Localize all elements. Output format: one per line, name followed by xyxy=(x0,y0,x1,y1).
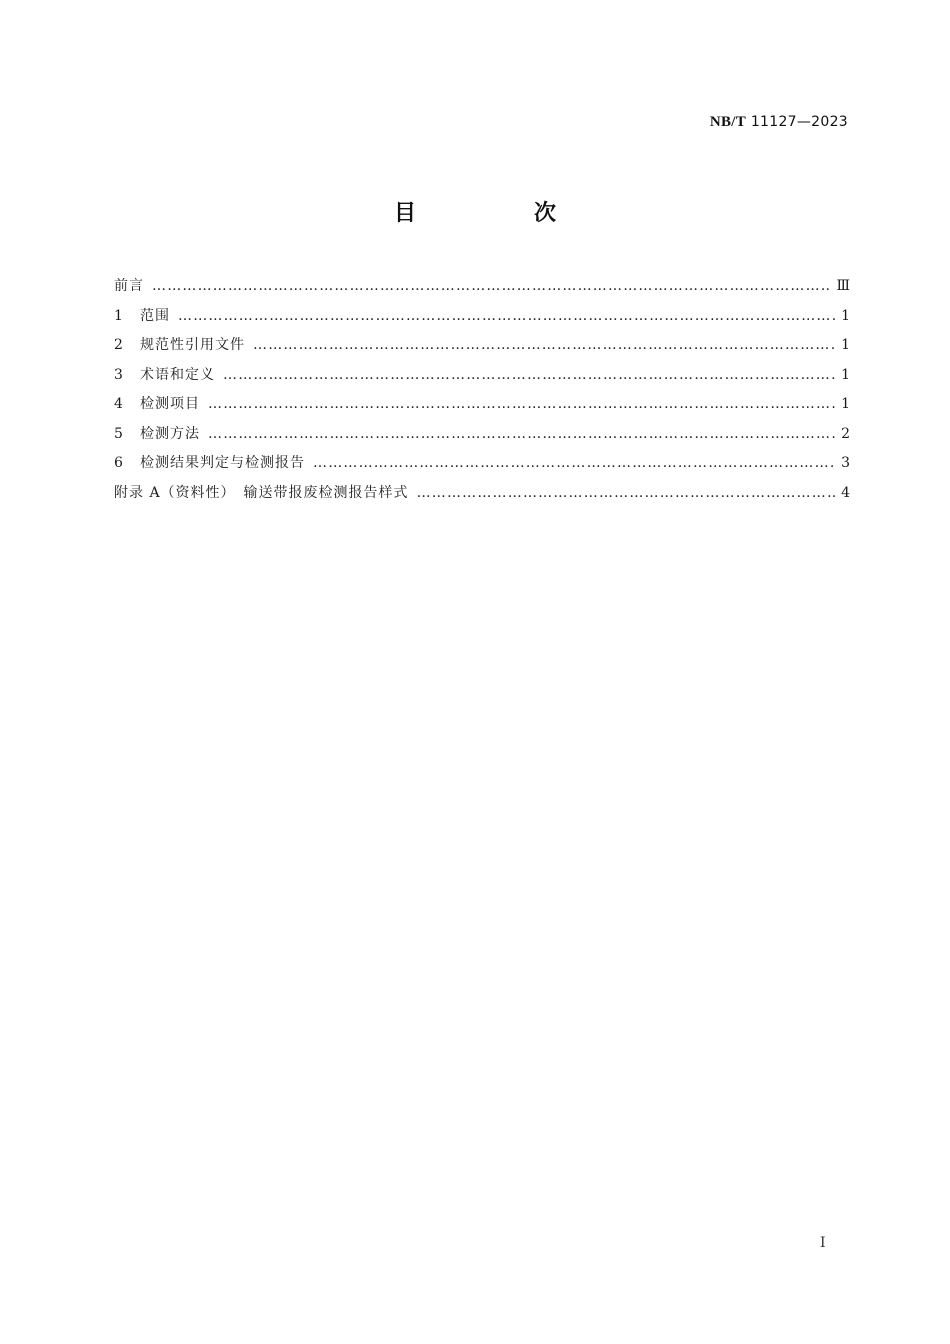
toc-entry-number: 6 xyxy=(114,455,123,471)
toc-entry-page: 2 xyxy=(841,425,850,442)
toc-leader-dots xyxy=(313,449,835,479)
toc-leader-dots xyxy=(208,420,835,450)
toc-entry-label: 规范性引用文件 xyxy=(140,337,245,353)
toc-entry-label: 检测项目 xyxy=(140,396,200,412)
toc-entry-page: 3 xyxy=(841,455,850,471)
toc-entry-page: 4 xyxy=(841,484,850,501)
toc-entry-label: 前言 xyxy=(114,278,144,294)
toc-entry-number: 4 xyxy=(114,396,123,412)
toc-leader-dots xyxy=(253,331,835,361)
toc-entry-test-methods[interactable] xyxy=(114,420,850,450)
toc-entry-label: 检测方法 xyxy=(140,425,200,442)
toc-entry-foreword[interactable] xyxy=(114,272,850,302)
toc-leader-dots xyxy=(223,361,835,391)
toc-entry-label: 术语和定义 xyxy=(140,366,215,383)
toc-entry-normative-references[interactable] xyxy=(114,331,850,361)
toc-entry-page: Ⅲ xyxy=(836,278,850,294)
toc-entry-page: 1 xyxy=(841,396,850,412)
table-of-contents xyxy=(114,272,850,508)
toc-entry-page: 1 xyxy=(841,337,850,353)
toc-entry-label: 检测结果判定与检测报告 xyxy=(140,455,305,471)
page-number: I xyxy=(820,1235,826,1251)
toc-entry-number: 5 xyxy=(114,425,123,442)
toc-entry-terms-definitions[interactable] xyxy=(114,361,850,391)
standard-code: NB/T xyxy=(709,114,747,130)
toc-entry-label: 范围 xyxy=(140,307,170,324)
toc-leader-dots xyxy=(208,390,835,420)
standard-number: 11127—2023 xyxy=(750,114,848,130)
toc-entry-result-judgment[interactable] xyxy=(114,449,850,479)
toc-entry-number: 2 xyxy=(114,337,123,353)
toc-entry-appendix-a[interactable] xyxy=(114,479,850,509)
toc-leader-dots xyxy=(417,479,836,509)
toc-entry-label: 附录 A（资料性） 输送带报废检测报告样式 xyxy=(114,484,409,501)
toc-title: 目 次 xyxy=(393,201,604,226)
toc-entry-number: 1 xyxy=(114,307,123,324)
toc-entry-page: 1 xyxy=(841,366,850,383)
toc-leader-dots xyxy=(178,302,835,332)
toc-leader-dots xyxy=(152,272,830,302)
toc-entry-scope[interactable] xyxy=(114,302,850,332)
toc-entry-number: 3 xyxy=(114,366,123,383)
toc-entry-page: 1 xyxy=(841,307,850,324)
toc-entry-test-items[interactable] xyxy=(114,390,850,420)
standard-number-header xyxy=(710,114,848,131)
